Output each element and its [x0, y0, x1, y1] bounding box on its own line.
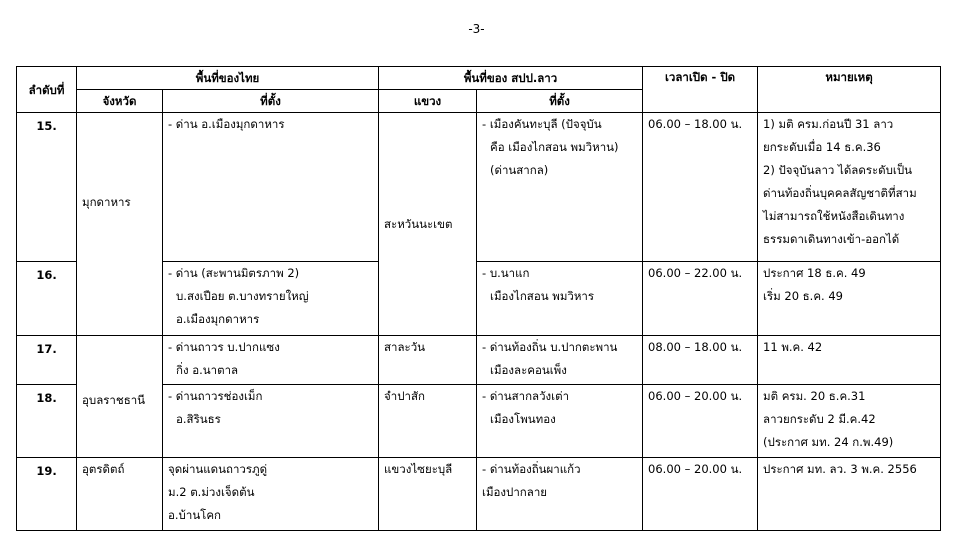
remark-line: ไม่สามารถใช้หนังสือเดินทาง [763, 209, 905, 223]
khwaeng-cell: สาละวัน [379, 336, 477, 385]
remark-line: ธรรมดาเดินทางเข้า-ออกได้ [763, 232, 900, 246]
hours-cell: 08.00 – 18.00 น. [643, 336, 758, 385]
border-checkpoint-table [16, 66, 941, 531]
hours-cell: 06.00 – 22.00 น. [643, 262, 758, 336]
header-remarks: หมายเหตุ [758, 67, 941, 113]
page-number: -3- [468, 22, 485, 36]
lao-location-line: เมืองละคอนเพ็ง [490, 363, 567, 377]
thai-location-line: - ด่านถาวรช่องเม็ก [168, 389, 263, 403]
thai-location-line: จุดผ่านแดนถาวรภูดู่ [168, 462, 268, 476]
remark-line: ประกาศ มท. ลว. 3 พ.ค. 2556 [763, 462, 917, 476]
khwaeng-cell: แขวงไซยะบุลี [379, 458, 477, 531]
row-number: 19. [17, 458, 77, 531]
header-hours: เวลาเปิด - ปิด [643, 67, 758, 113]
lao-location-line: คือ เมืองไกสอน พมวิหาน) [490, 140, 619, 154]
lao-location-cell [477, 336, 643, 385]
thai-location-cell [163, 458, 379, 531]
province-cell [77, 113, 163, 336]
khwaeng-name: สะหวันนะเขต [384, 217, 453, 231]
remark-line: (ประกาศ มท. 24 ก.พ.49) [763, 435, 894, 449]
lao-location-line: - เมืองคันทะบุลี (ปัจจุบัน [482, 117, 602, 131]
hours-cell: 06.00 – 20.00 น. [643, 385, 758, 458]
remark-line: 2) ปัจจุบันลาว ได้ลดระดับเป็น [763, 163, 913, 177]
remark-line: 1) มติ ครม.ก่อนปี 31 ลาว [763, 117, 894, 131]
thai-location-line: ม.2 ต.ม่วงเจ็ดต้น [168, 485, 255, 499]
thai-location-cell [163, 385, 379, 458]
lao-location-line: - บ.นาแก [482, 266, 530, 280]
table-row [17, 336, 941, 385]
remark-line: ด่านท้องถิ่นบุคคลสัญชาติที่สาม [763, 186, 917, 200]
header-no: ลำดับที่ [17, 67, 77, 113]
thai-location-line: - ด่านถาวร บ.ปากแซง [168, 340, 280, 354]
thai-location-line: บ.สงเปือย ต.บางทรายใหญ่ [176, 289, 309, 303]
thai-location-line: อ.บ้านโคก [168, 508, 222, 522]
thai-location-line: - ด่าน (สะพานมิตรภาพ 2) [168, 266, 300, 280]
remark-line: เริ่ม 20 ธ.ค. 49 [763, 289, 843, 303]
lao-location-line: (ด่านสากล) [490, 163, 549, 177]
thai-location-line: กิ่ง อ.นาตาล [176, 363, 239, 377]
remark-line: ยกระดับเมื่อ 14 ธ.ค.36 [763, 140, 881, 154]
remark-line: ลาวยกระดับ 2 มี.ค.42 [763, 412, 876, 426]
header-thai-area: พื้นที่ของไทย [77, 67, 379, 90]
province-cell: อุตรดิตถ์ [77, 458, 163, 531]
lao-location-cell [477, 262, 643, 336]
header-khwaeng: แขวง [379, 90, 477, 113]
lao-location-line: - ด่านท้องถิ่นผาแก้ว [482, 462, 581, 476]
thai-location-cell [163, 113, 379, 262]
khwaeng-cell [379, 113, 477, 336]
remarks-cell [758, 385, 941, 458]
hours-cell: 06.00 – 18.00 น. [643, 113, 758, 262]
province-cell [77, 336, 163, 458]
thai-location-line: - ด่าน อ.เมืองมุกดาหาร [168, 117, 285, 131]
thai-location-cell [163, 336, 379, 385]
province-name: อุบลราชธานี [82, 393, 146, 407]
hours-cell: 06.00 – 20.00 น. [643, 458, 758, 531]
header-province: จังหวัด [77, 90, 163, 113]
remark-line: มติ ครม. 20 ธ.ค.31 [763, 389, 866, 403]
khwaeng-cell: จำปาสัก [379, 385, 477, 458]
thai-location-cell [163, 262, 379, 336]
remarks-cell [758, 113, 941, 262]
thai-location-line: อ.สิรินธร [176, 412, 221, 426]
remarks-cell [758, 458, 941, 531]
remark-line: ประกาศ 18 ธ.ค. 49 [763, 266, 866, 280]
lao-location-line: - ด่านท้องถิ่น บ.ปากตะพาน [482, 340, 618, 354]
header-lao-location: ที่ตั้ง [477, 90, 643, 113]
remark-line: 11 พ.ค. 42 [763, 340, 823, 354]
lao-location-cell [477, 458, 643, 531]
lao-location-line: - ด่านสากลวังเต่า [482, 389, 570, 403]
remarks-cell [758, 336, 941, 385]
row-number: 17. [17, 336, 77, 385]
header-lao-area: พื้นที่ของ สปป.ลาว [379, 67, 643, 90]
table-row [17, 113, 941, 262]
row-number: 15. [17, 113, 77, 262]
table-row [17, 458, 941, 531]
province-name: มุกดาหาร [82, 195, 131, 209]
remarks-cell [758, 262, 941, 336]
lao-location-line: เมืองไกสอน พมวิหาร [490, 289, 595, 303]
row-number: 16. [17, 262, 77, 336]
lao-location-line: เมืองปากลาย [482, 485, 548, 499]
lao-location-cell [477, 113, 643, 262]
row-number: 18. [17, 385, 77, 458]
lao-location-line: เมืองโพนทอง [490, 412, 556, 426]
thai-location-line: อ.เมืองมุกดาหาร [176, 312, 260, 326]
lao-location-cell [477, 385, 643, 458]
header-thai-location: ที่ตั้ง [163, 90, 379, 113]
